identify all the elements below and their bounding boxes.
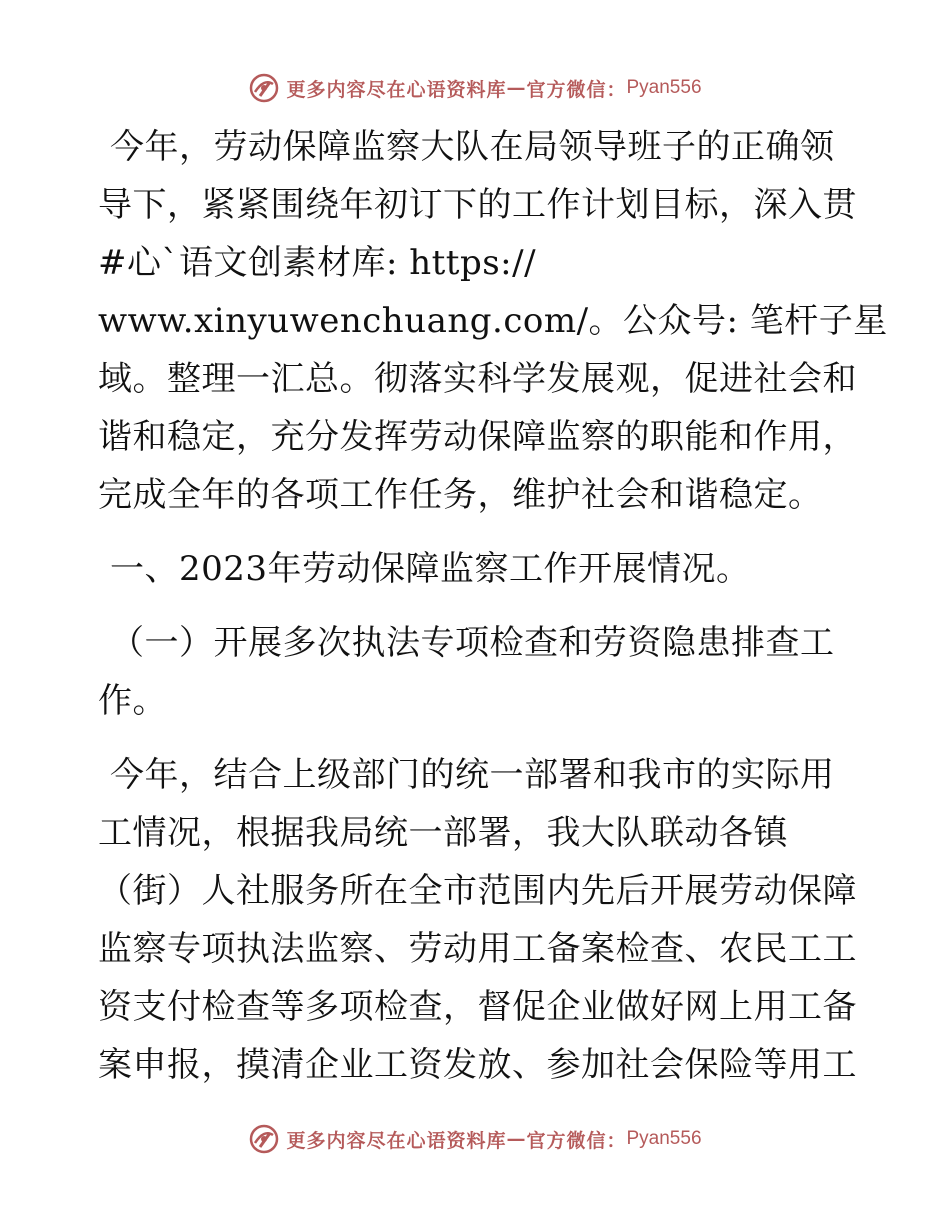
para1-line1: 今年，劳动保障监察大队在局领导班子的正确领 <box>110 127 835 167</box>
para1-line5: 域。整理一汇总。彻落实科学发展观，促进社会和 <box>98 359 857 399</box>
section-heading-1: 一、2023年劳动保障监察工作开展情况。 <box>110 549 751 589</box>
para1-line6: 谐和稳定，充分发挥劳动保障监察的职能和作用， <box>98 417 857 457</box>
library-logo-icon <box>248 72 280 104</box>
para2-line4: 监察专项执法监察、劳动用工备案检查、农民工工 <box>98 929 857 969</box>
banner-dash: — <box>506 77 527 99</box>
banner-wechat-label: 官方微信： <box>526 78 627 101</box>
banner-dash: — <box>506 1128 527 1150</box>
para1-line2: 导下，紧紧围绕年初订下的工作计划目标，深入贯 <box>98 185 857 225</box>
library-logo-icon <box>248 1123 280 1155</box>
para2-line3: （街）人社服务所在全市范围内先后开展劳动保障 <box>98 871 857 911</box>
para2-line5: 资支付检查等多项检查，督促企业做好网上用工备 <box>98 987 857 1027</box>
banner-wechat-id: Pyan556 <box>626 1128 702 1149</box>
banner-title: 更多内容尽在心语资料库 <box>286 78 507 101</box>
banner-wechat-id: Pyan556 <box>626 77 702 98</box>
para2-line1: 今年，结合上级部门的统一部署和我市的实际用 <box>110 755 835 795</box>
header-banner <box>0 70 950 106</box>
document-body <box>98 118 888 1094</box>
subheading-1-line2: 作。 <box>98 681 167 721</box>
para2-line6: 案申报，摸清企业工资发放、参加社会保险等用工 <box>98 1045 857 1085</box>
banner-title: 更多内容尽在心语资料库 <box>286 1129 507 1152</box>
banner-wechat-label: 官方微信： <box>526 1129 627 1152</box>
footer-banner <box>0 1121 950 1157</box>
subheading-1-line1: （一）开展多次执法专项检查和劳资隐患排查工 <box>110 623 835 663</box>
para1-line3: #心`语文创素材库: https:// <box>98 243 537 283</box>
para1-line4: www.xinyuwenchuang.com/。公众号: 笔杆子星 <box>98 301 888 341</box>
para1-line7: 完成全年的各项工作任务，维护社会和谐稳定。 <box>98 475 823 515</box>
para2-line2: 工情况，根据我局统一部署，我大队联动各镇 <box>98 813 788 853</box>
